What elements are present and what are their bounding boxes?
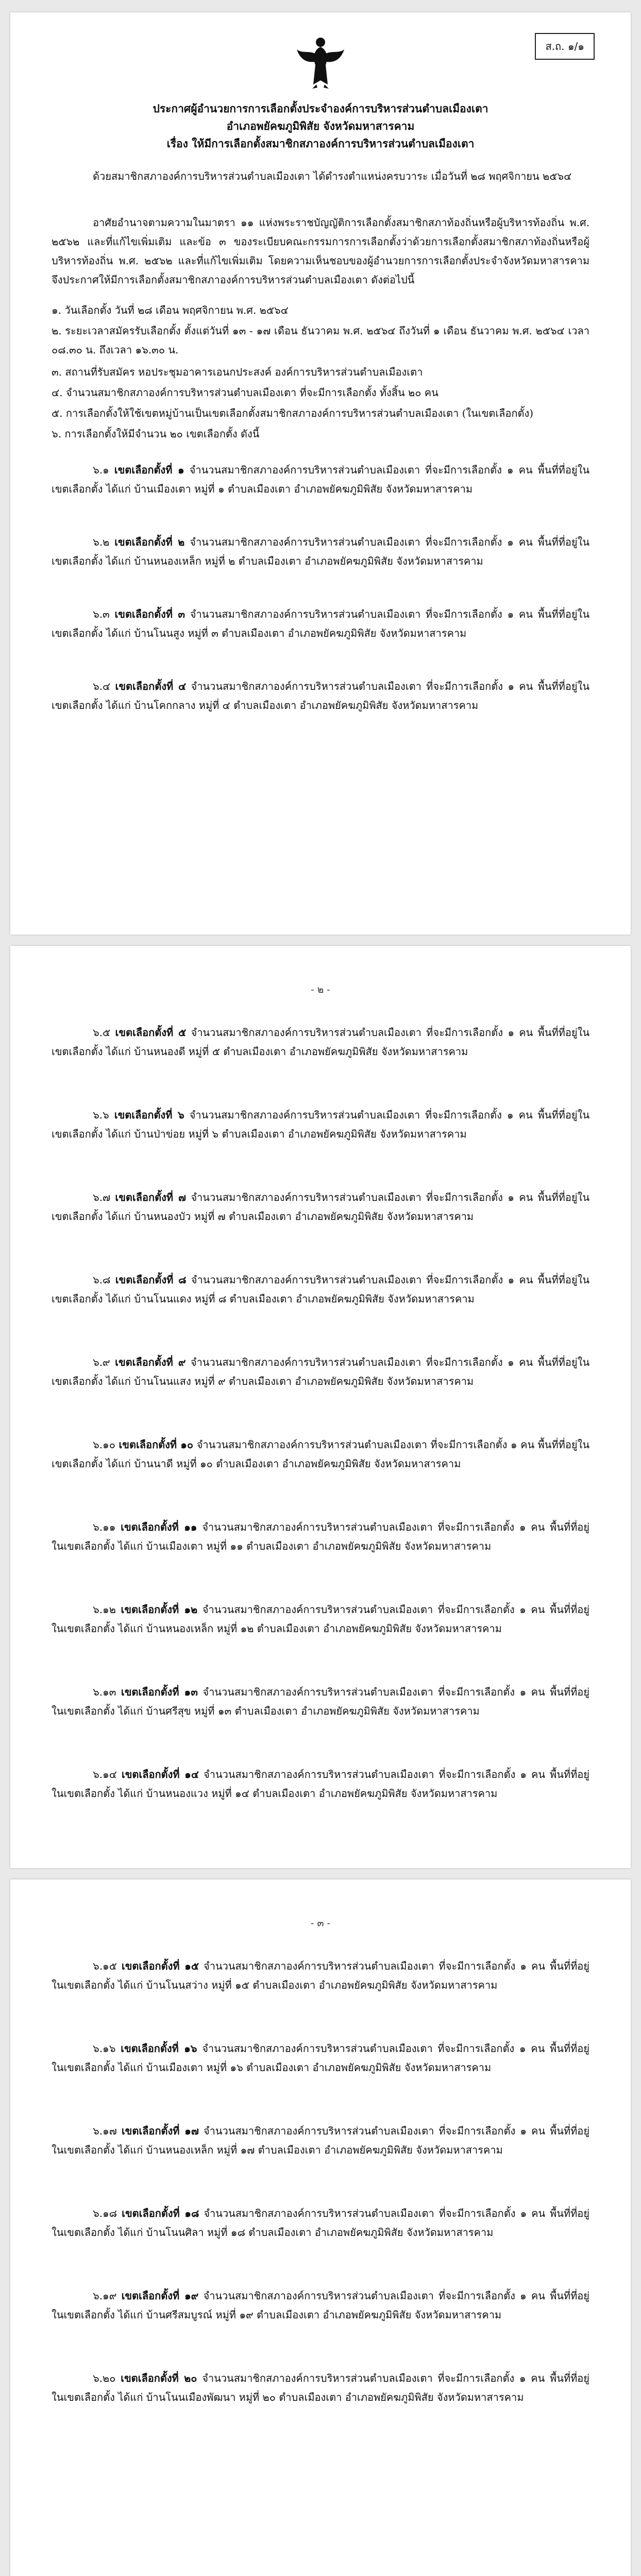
page-number: - ๓ - [311, 1918, 330, 1929]
district-entry: ๖.๑๖ เขตเลือกตั้งที่ ๑๖ จำนวนสมาชิกสภาองค์การบริหารส่วนตำบลเมืองเตา ที่จะมีการเลือกตั้ง ๑ คน พื้นที่ที่อยู่ในเขตเลือกตั้ง ได้แก่ บ้านเมืองเตา หมู่ที่ ๑๖ ตำบลเมืองเตา อำเภอพยัคฆภูมิพิสัย จังหวัดมหาสารคาม [52, 2042, 589, 2074]
title-line-1: ประกาศผู้อำนวยการการเลือกตั้งประจำองค์การบริหารส่วนตำบลเมืองเตา [153, 102, 488, 115]
district-entry: ๖.๘ เขตเลือกตั้งที่ ๘ จำนวนสมาชิกสภาองค์การบริหารส่วนตำบลเมืองเตา ที่จะมีการเลือกตั้ง ๑ คน พื้นที่ที่อยู่ในเขตเลือกตั้ง ได้แก่ บ้านโนนแดง หมู่ที่ ๘ ตำบลเมืองเตา อำเภอพยัคฆภูมิพิสัย จังหวัดมหาสารคาม [52, 1274, 590, 1305]
district-entry: ๖.๒๐ เขตเลือกตั้งที่ ๒๐ จำนวนสมาชิกสภาองค์การบริหารส่วนตำบลเมืองเตา ที่จะมีการเลือกตั้ง ๑ คน พื้นที่ที่อยู่ในเขตเลือกตั้ง ได้แก่ บ้านโนนเมืองพัฒนา หมู่ที่ ๒๐ ตำบลเมืองเตา อำเภอพยัคฆภูมิพิสัย จังหวัดมหาสารคาม [52, 2372, 589, 2403]
district-entry: ๖.๑๔ เขตเลือกตั้งที่ ๑๔ จำนวนสมาชิกสภาองค์การบริหารส่วนตำบลเมืองเตา ที่จะมีการเลือกตั้ง ๑ คน พื้นที่ที่อยู่ในเขตเลือกตั้ง ได้แก่ บ้านหนองแวง หมู่ที่ ๑๔ ตำบลเมืองเตา อำเภอพยัคฆภูมิพิสัย จังหวัดมหาสารคาม [52, 1768, 590, 1800]
item-application-venue: ๓. สถานที่รับสมัคร หอประชุมอาคารเอนกประสงค์ องค์การบริหารส่วนตำบลเมืองเตา [52, 366, 423, 378]
district-entry: ๖.๑ เขตเลือกตั้งที่ ๑ จำนวนสมาชิกสภาองค์การบริหารส่วนตำบลเมืองเตา ที่จะมีการเลือกตั้ง ๑ คน พื้นที่ที่อยู่ในเขตเลือกตั้ง ได้แก่ บ้านเมืองเตา หมู่ที่ ๑ ตำบลเมืองเตา อำเภอพยัคฆภูมิพิสัย จังหวัดมหาสารคาม [52, 464, 590, 495]
district-entry: ๖.๑๒ เขตเลือกตั้งที่ ๑๒ จำนวนสมาชิกสภาองค์การบริหารส่วนตำบลเมืองเตา ที่จะมีการเลือกตั้ง ๑ คน พื้นที่ที่อยู่ในเขตเลือกตั้ง ได้แก่ บ้านหนองเหล็ก หมู่ที่ ๑๒ ตำบลเมืองเตา อำเภอพยัคฆภูมิพิสัย จังหวัดมหาสารคาม [52, 1603, 589, 1635]
district-entry: ๖.๑๙ เขตเลือกตั้งที่ ๑๙ จำนวนสมาชิกสภาองค์การบริหารส่วนตำบลเมืองเตา ที่จะมีการเลือกตั้ง ๑ คน พื้นที่ที่อยู่ในเขตเลือกตั้ง ได้แก่ บ้านศรีสมบูรณ์ หมู่ที่ ๑๙ ตำบลเมืองเตา อำเภอพยัคฆภูมิพิสัย จังหวัดมหาสารคาม [52, 2290, 590, 2321]
district-entry: ๖.๒ เขตเลือกตั้งที่ ๒ จำนวนสมาชิกสภาองค์การบริหารส่วนตำบลเมืองเตา ที่จะมีการเลือกตั้ง ๑ คน พื้นที่ที่อยู่ในเขตเลือกตั้ง ได้แก่ บ้านหนองเหล็ก หมู่ที่ ๒ ตำบลเมืองเตา อำเภอพยัคฆภูมิพิสัย จังหวัดมหาสารคาม [52, 536, 590, 567]
district-entry: ๖.๙ เขตเลือกตั้งที่ ๙ จำนวนสมาชิกสภาองค์การบริหารส่วนตำบลเมืองเตา ที่จะมีการเลือกตั้ง ๑ คน พื้นที่ที่อยู่ในเขตเลือกตั้ง ได้แก่ บ้านโนนแสง หมู่ที่ ๙ ตำบลเมืองเตา อำเภอพยัคฆภูมิพิสัย จังหวัดมหาสารคาม [52, 1356, 590, 1387]
district-entry: ๖.๑๕ เขตเลือกตั้งที่ ๑๕ จำนวนสมาชิกสภาองค์การบริหารส่วนตำบลเมืองเตา ที่จะมีการเลือกตั้ง ๑ คน พื้นที่ที่อยู่ในเขตเลือกตั้ง ได้แก่ บ้านโนนสว่าง หมู่ที่ ๑๕ ตำบลเมืองเตา อำเภอพยัคฆภูมิพิสัย จังหวัดมหาสารคาม [52, 1960, 590, 1991]
item-district-basis: ๕. การเลือกตั้งให้ใช้เขตหมู่บ้านเป็นเขตเลือกตั้งสมาชิกสภาองค์การบริหารส่วนตำบลเมืองเตา (ในเขตเลือกตั้ง) [52, 407, 534, 419]
legal-basis-paragraph: อาศัยอำนาจตามความในมาตรา ๑๑ แห่งพระราชบัญญัติการเลือกตั้งสมาชิกสภาท้องถิ่นหรือผู้บริหารท้องถิ่น พ.ศ. ๒๕๖๒ และที่แก้ไขเพิ่มเติม และข้อ ๓ ของระเบียบคณะกรรมการการเลือกตั้งว่าด้วยการเลือกตั้งสมาชิกสภาท้องถิ่นหรือผู้บริหารท้องถิ่น พ.ศ. ๒๕๖๒ และที่แก้ไขเพิ่มเติม โดยความเห็นชอบของผู้อำนวยการการเลือกตั้งประจำจังหวัดมหาสารคาม จึงประกาศให้มีการเลือกตั้งสมาชิกสภาองค์การบริหารส่วนตำบลเมืองเตา ดังต่อไปนี้ [52, 216, 589, 286]
document-page-3 [10, 1879, 631, 2576]
district-entry: ๖.๓ เขตเลือกตั้งที่ ๓ จำนวนสมาชิกสภาองค์การบริหารส่วนตำบลเมืองเตา ที่จะมีการเลือกตั้ง ๑ คน พื้นที่ที่อยู่ในเขตเลือกตั้ง ได้แก่ บ้านโนนสูง หมู่ที่ ๓ ตำบลเมืองเตา อำเภอพยัคฆภูมิพิสัย จังหวัดมหาสารคาม [52, 608, 589, 639]
title-line-3: เรื่อง ให้มีการเลือกตั้งสมาชิกสภาองค์การบริหารส่วนตำบลเมืองเตา [166, 137, 475, 150]
title-line-2: อำเภอพยัคฆภูมิพิสัย จังหวัดมหาสารคาม [226, 120, 415, 132]
item-member-count: ๔. จำนวนสมาชิกสภาองค์การบริหารส่วนตำบลเมืองเตา ที่จะมีการเลือกตั้ง ทั้งสิ้น ๒๐ คน [52, 386, 438, 399]
item-election-date: ๑. วันเลือกตั้ง วันที่ ๒๘ เดือน พฤศจิกายน พ.ศ. ๒๕๖๔ [52, 304, 289, 316]
page-number: - ๒ - [311, 984, 330, 995]
item-application-period: ๒. ระยะเวลาสมัครรับเลือกตั้ง ตั้งแต่วันที่ ๑๓ - ๑๗ เดือน ธันวาคม พ.ศ. ๒๕๖๔ ถึงวันที่ ๑ เดือน ธันวาคม พ.ศ. ๒๕๖๔ เวลา ๐๘.๓๐ น. ถึงเวลา ๑๖.๓๐ น. [52, 325, 589, 356]
district-entry: ๖.๕ เขตเลือกตั้งที่ ๕ จำนวนสมาชิกสภาองค์การบริหารส่วนตำบลเมืองเตา ที่จะมีการเลือกตั้ง ๑ คน พื้นที่ที่อยู่ในเขตเลือกตั้ง ได้แก่ บ้านหนองดี หมู่ที่ ๕ ตำบลเมืองเตา อำเภอพยัคฆภูมิพิสัย จังหวัดมหาสารคาม [52, 1026, 590, 1058]
district-entry: ๖.๖ เขตเลือกตั้งที่ ๖ จำนวนสมาชิกสภาองค์การบริหารส่วนตำบลเมืองเตา ที่จะมีการเลือกตั้ง ๑ คน พื้นที่ที่อยู่ในเขตเลือกตั้ง ได้แก่ บ้านป่าข่อย หมู่ที่ ๖ ตำบลเมืองเตา อำเภอพยัคฆภูมิพิสัย จังหวัดมหาสารคาม [52, 1109, 590, 1140]
announcement-title [52, 100, 589, 152]
district-entry: ๖.๑๐ เขตเลือกตั้งที่ ๑๐ จำนวนสมาชิกสภาองค์การบริหารส่วนตำบลเมืองเตา ที่จะมีการเลือกตั้ง ๑ คน พื้นที่ที่อยู่ในเขตเลือกตั้ง ได้แก่ บ้านนาดี หมู่ที่ ๑๐ ตำบลเมืองเตา อำเภอพยัคฆภูมิพิสัย จังหวัดมหาสารคาม [52, 1438, 590, 1470]
district-entry: ๖.๔ เขตเลือกตั้งที่ ๔ จำนวนสมาชิกสภาองค์การบริหารส่วนตำบลเมืองเตา ที่จะมีการเลือกตั้ง ๑ คน พื้นที่ที่อยู่ในเขตเลือกตั้ง ได้แก่ บ้านโคกกลาง หมู่ที่ ๔ ตำบลเมืองเตา อำเภอพยัคฆภูมิพิสัย จังหวัดมหาสารคาม [52, 680, 590, 711]
district-entry: ๖.๑๑ เขตเลือกตั้งที่ ๑๑ จำนวนสมาชิกสภาองค์การบริหารส่วนตำบลเมืองเตา ที่จะมีการเลือกตั้ง ๑ คน พื้นที่ที่อยู่ในเขตเลือกตั้ง ได้แก่ บ้านเมืองเตา หมู่ที่ ๑๑ ตำบลเมืองเตา อำเภอพยัคฆภูมิพิสัย จังหวัดมหาสารคาม [52, 1521, 589, 1552]
district-entry: ๖.๗ เขตเลือกตั้งที่ ๗ จำนวนสมาชิกสภาองค์การบริหารส่วนตำบลเมืองเตา ที่จะมีการเลือกตั้ง ๑ คน พื้นที่ที่อยู่ในเขตเลือกตั้ง ได้แก่ บ้านหนองบัว หมู่ที่ ๗ ตำบลเมืองเตา อำเภอพยัคฆภูมิพิสัย จังหวัดมหาสารคาม [52, 1191, 589, 1223]
document-page-2 [10, 946, 631, 1868]
garuda-emblem-icon [295, 33, 346, 90]
item-district-count: ๖. การเลือกตั้งให้มีจำนวน ๒๐ เขตเลือกตั้ง ดังนี้ [52, 428, 260, 440]
document-page-1 [10, 12, 631, 935]
intro-paragraph: ด้วยสมาชิกสภาองค์การบริหารส่วนตำบลเมืองเตา ได้ดำรงตำแหน่งครบวาระ เมื่อวันที่ ๒๘ พฤศจิกายน ๒๕๖๔ [93, 170, 572, 182]
district-entry: ๖.๑๗ เขตเลือกตั้งที่ ๑๗ จำนวนสมาชิกสภาองค์การบริหารส่วนตำบลเมืองเตา ที่จะมีการเลือกตั้ง ๑ คน พื้นที่ที่อยู่ในเขตเลือกตั้ง ได้แก่ บ้านหนองเหล็ก หมู่ที่ ๑๗ ตำบลเมืองเตา อำเภอพยัคฆภูมิพิสัย จังหวัดมหาสารคาม [52, 2125, 590, 2156]
form-code-box: ส.ถ. ๑/๑ [535, 33, 595, 60]
district-entry: ๖.๑๓ เขตเลือกตั้งที่ ๑๓ จำนวนสมาชิกสภาองค์การบริหารส่วนตำบลเมืองเตา ที่จะมีการเลือกตั้ง ๑ คน พื้นที่ที่อยู่ในเขตเลือกตั้ง ได้แก่ บ้านศรีสุข หมู่ที่ ๑๓ ตำบลเมืองเตา อำเภอพยัคฆภูมิพิสัย จังหวัดมหาสารคาม [52, 1686, 590, 1717]
district-entry: ๖.๑๘ เขตเลือกตั้งที่ ๑๘ จำนวนสมาชิกสภาองค์การบริหารส่วนตำบลเมืองเตา ที่จะมีการเลือกตั้ง ๑ คน พื้นที่ที่อยู่ในเขตเลือกตั้ง ได้แก่ บ้านโนนศิลา หมู่ที่ ๑๘ ตำบลเมืองเตา อำเภอพยัคฆภูมิพิสัย จังหวัดมหาสารคาม [52, 2207, 589, 2239]
